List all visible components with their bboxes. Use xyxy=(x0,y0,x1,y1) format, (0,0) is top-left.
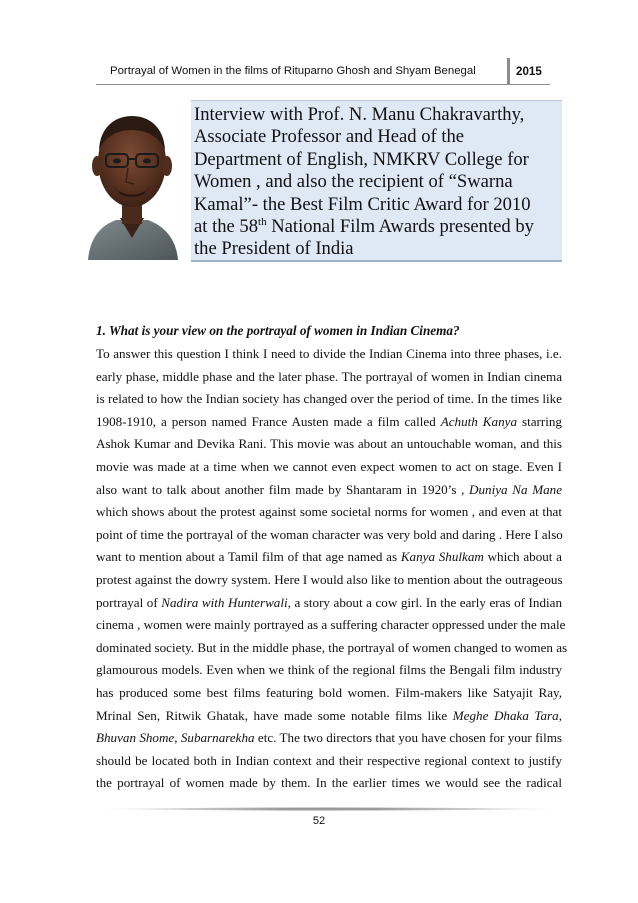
interviewee-photo xyxy=(82,98,182,260)
footer-rule xyxy=(96,806,562,812)
line-text: 1908-1910, a person named France Austen made a film called xyxy=(96,413,441,429)
page-number: 52 xyxy=(312,815,326,827)
line-text: Mrinal Sen, Ritwik Ghatak, have made some notable films like xyxy=(96,707,453,723)
interview-heading xyxy=(194,104,560,261)
line-text: etc. The two directors that you have chosen for your films xyxy=(254,730,562,746)
paragraph-line: point of time the portrayal of the woman character was very bold and daring . Here I also xyxy=(96,526,563,542)
paragraph-line xyxy=(96,546,562,569)
paragraph-line xyxy=(96,479,562,502)
film-title: Kanya Shulkam xyxy=(400,549,484,565)
paragraph-line: cinema , women were mainly portrayed as a suffering character oppressed under the male xyxy=(96,617,566,633)
interview-line: Interview with Prof. N. Manu Chakravarthy, xyxy=(194,104,525,125)
header-rule xyxy=(96,84,550,85)
line-text: also want to talk about another film made by Shantaram in 1920’s , xyxy=(96,481,470,497)
interview-line: Department of English, NMKRV College for xyxy=(194,148,529,170)
interview-line: Kamal”- the Best Film Critic Award for 2010 xyxy=(194,193,531,215)
question-heading: 1. What is your view on the portrayal of women in Indian Cinema? xyxy=(96,323,460,338)
paragraph-line: dominated society. But in the middle phase, the portrayal of women changed to women as xyxy=(96,639,568,655)
paragraph-line: is related to how the Indian society has changed over the period of time. In the times like xyxy=(96,391,562,407)
line-text: a story about a cow girl. In the early eras of Indian xyxy=(290,594,562,610)
line-text: , xyxy=(558,707,562,723)
paragraph-line xyxy=(96,411,562,434)
header-title: Portrayal of Women in the films of Rituparno Ghosh and Shyam Benegal xyxy=(110,65,476,77)
interview-line: at the 58 xyxy=(194,216,259,238)
line-text: which about a xyxy=(483,549,562,565)
film-title: Nadira with Hunterwali, xyxy=(161,594,291,610)
interview-line: Associate Professor and Head of the xyxy=(194,126,465,148)
header-divider xyxy=(507,58,510,84)
paragraph-line xyxy=(96,592,562,615)
paragraph-line: glamourous models. Even when we think of the regional films the Bengali film industry xyxy=(96,662,562,678)
ordinal-suffix: th xyxy=(258,216,267,229)
film-title: Achuth Kanya xyxy=(440,413,517,429)
line-text: want to mention about a Tamil film of that age named as xyxy=(96,549,401,565)
paragraph-line: which shows about the protest against some societal norms for women , and even at that xyxy=(96,504,562,520)
header-year: 2015 xyxy=(516,65,542,78)
paragraph-line xyxy=(96,705,562,728)
paragraph-line xyxy=(96,727,562,750)
film-title: Bhuvan Shome, Subarnarekha xyxy=(96,730,255,746)
paragraph-line: early phase, middle phase and the later phase. The portrayal of women in Indian cinema xyxy=(96,368,562,384)
interview-line: National Film Awards presented by xyxy=(266,216,534,238)
interview-line: the President of India xyxy=(194,238,354,260)
paragraph-line: Ashok Kumar and Devika Rani. This movie was about an untouchable woman, and this xyxy=(96,436,562,452)
interview-heading-box xyxy=(191,100,562,262)
line-text: starring xyxy=(517,413,562,429)
film-title: Meghe Dhaka Tara xyxy=(452,707,559,723)
paragraph-line: movie was made at a time when we cannot even expect women to act on stage. Even I xyxy=(96,458,562,474)
paragraph-line: should be located both in Indian context and their respective regional context to justify xyxy=(96,752,562,768)
line-text: portrayal of xyxy=(96,594,162,610)
paragraph-line: To answer this question I think I need to divide the Indian Cinema into three phases, i.e. xyxy=(96,346,562,361)
film-title: Duniya Na Mane xyxy=(469,481,563,497)
paragraph-line: protest against the dowry system. Here I would also like to mention about the outrageous xyxy=(96,571,563,587)
answer-paragraph xyxy=(96,343,568,795)
paragraph-line: the portrayal of women made by them. In the earlier times we would see the radical xyxy=(96,775,562,791)
page-header xyxy=(96,64,550,86)
interview-line: Women , and also the recipient of “Swarna xyxy=(194,171,513,193)
paragraph-line: has produced some best films featuring bold women. Film-makers like Satyajit Ray, xyxy=(96,684,562,700)
